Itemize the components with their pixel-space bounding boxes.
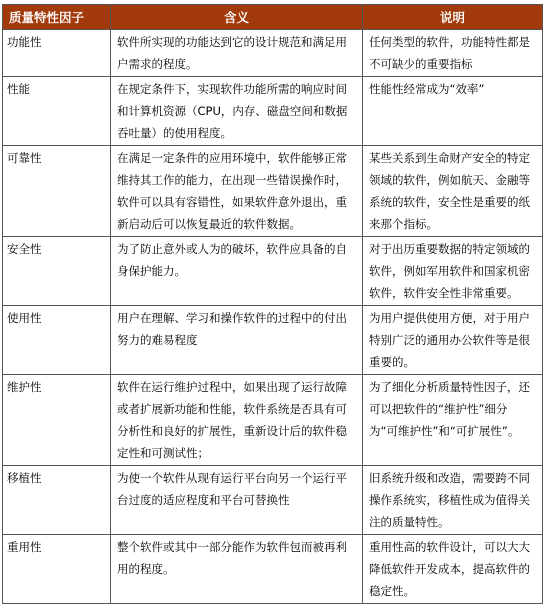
factor-cell: 维护性 [3,375,111,466]
header-factor: 质量特性因子 [3,5,111,30]
meaning-cell: 为了防止意外或人为的破坏，软件应具备的自身保护能力。 [111,237,363,306]
note-cell: 为了细化分析质量特性因子，还可以把软件的“维护性”细分为“可维护性”和“可扩展性”。 [363,375,543,466]
header-note: 说明 [363,5,543,30]
factor-cell: 功能性 [3,30,111,77]
meaning-cell: 整个软件或其中一部分能作为软件包而被再利用的程度。 [111,535,363,604]
meaning-cell: 用户在理解、学习和操作软件的过程中的付出努力的难易程度 [111,306,363,375]
meaning-cell: 为使一个软件从现有运行平台向另一个运行平台过度的适应程度和平台可替换性 [111,466,363,535]
table-row [3,466,543,535]
header-meaning: 含义 [111,5,363,30]
factor-cell: 使用性 [3,306,111,375]
table-row [3,375,543,466]
factor-cell: 可靠性 [3,146,111,237]
note-cell: 某些关系到生命财产安全的特定领域的软件，例如航天、金融等系统的软件，安全性是重要的纸来那个指标。 [363,146,543,237]
meaning-cell: 软件在运行维护过程中，如果出现了运行故障或者扩展新功能和性能，软件系统是否具有可分析性和良好的扩展性，重新设计后的软件稳定性和可测试性； [111,375,363,466]
table-row [3,306,543,375]
note-cell: 性能性经常成为“效率” [363,77,543,146]
note-cell: 旧系统升级和改造，需要跨不同操作系统实，移植性成为值得关注的质量特性。 [363,466,543,535]
quality-factor-table [2,4,543,604]
table-header-row [3,5,543,30]
table-row [3,237,543,306]
table-row [3,77,543,146]
factor-cell: 移植性 [3,466,111,535]
factor-cell: 性能 [3,77,111,146]
note-cell: 任何类型的软件，功能特性都是不可缺少的重要指标 [363,30,543,77]
note-cell: 为用户提供使用方便，对于用户特别广泛的通用办公软件等是很重要的。 [363,306,543,375]
note-cell: 重用性高的软件设计，可以大大降低软件开发成本，提高软件的稳定性。 [363,535,543,604]
meaning-cell: 在规定条件下，实现软件功能所需的响应时间和计算机资源（CPU，内存、磁盘空间和数据吞吐量）的使用程度。 [111,77,363,146]
table-row [3,30,543,77]
meaning-cell: 软件所实现的功能达到它的设计规范和满足用户需求的程度。 [111,30,363,77]
factor-cell: 重用性 [3,535,111,604]
table-row [3,146,543,237]
factor-cell: 安全性 [3,237,111,306]
note-cell: 对于出历重要数据的特定领域的软件，例如军用软件和国家机密软件，软件安全性非常重要。 [363,237,543,306]
meaning-cell: 在满足一定条件的应用环境中，软件能够正常维持其工作的能力，在出现一些错误操作时，软件可以具有容错性，如果软件意外退出，重新启动后可以恢复最近的软件数据。 [111,146,363,237]
table-row [3,535,543,604]
